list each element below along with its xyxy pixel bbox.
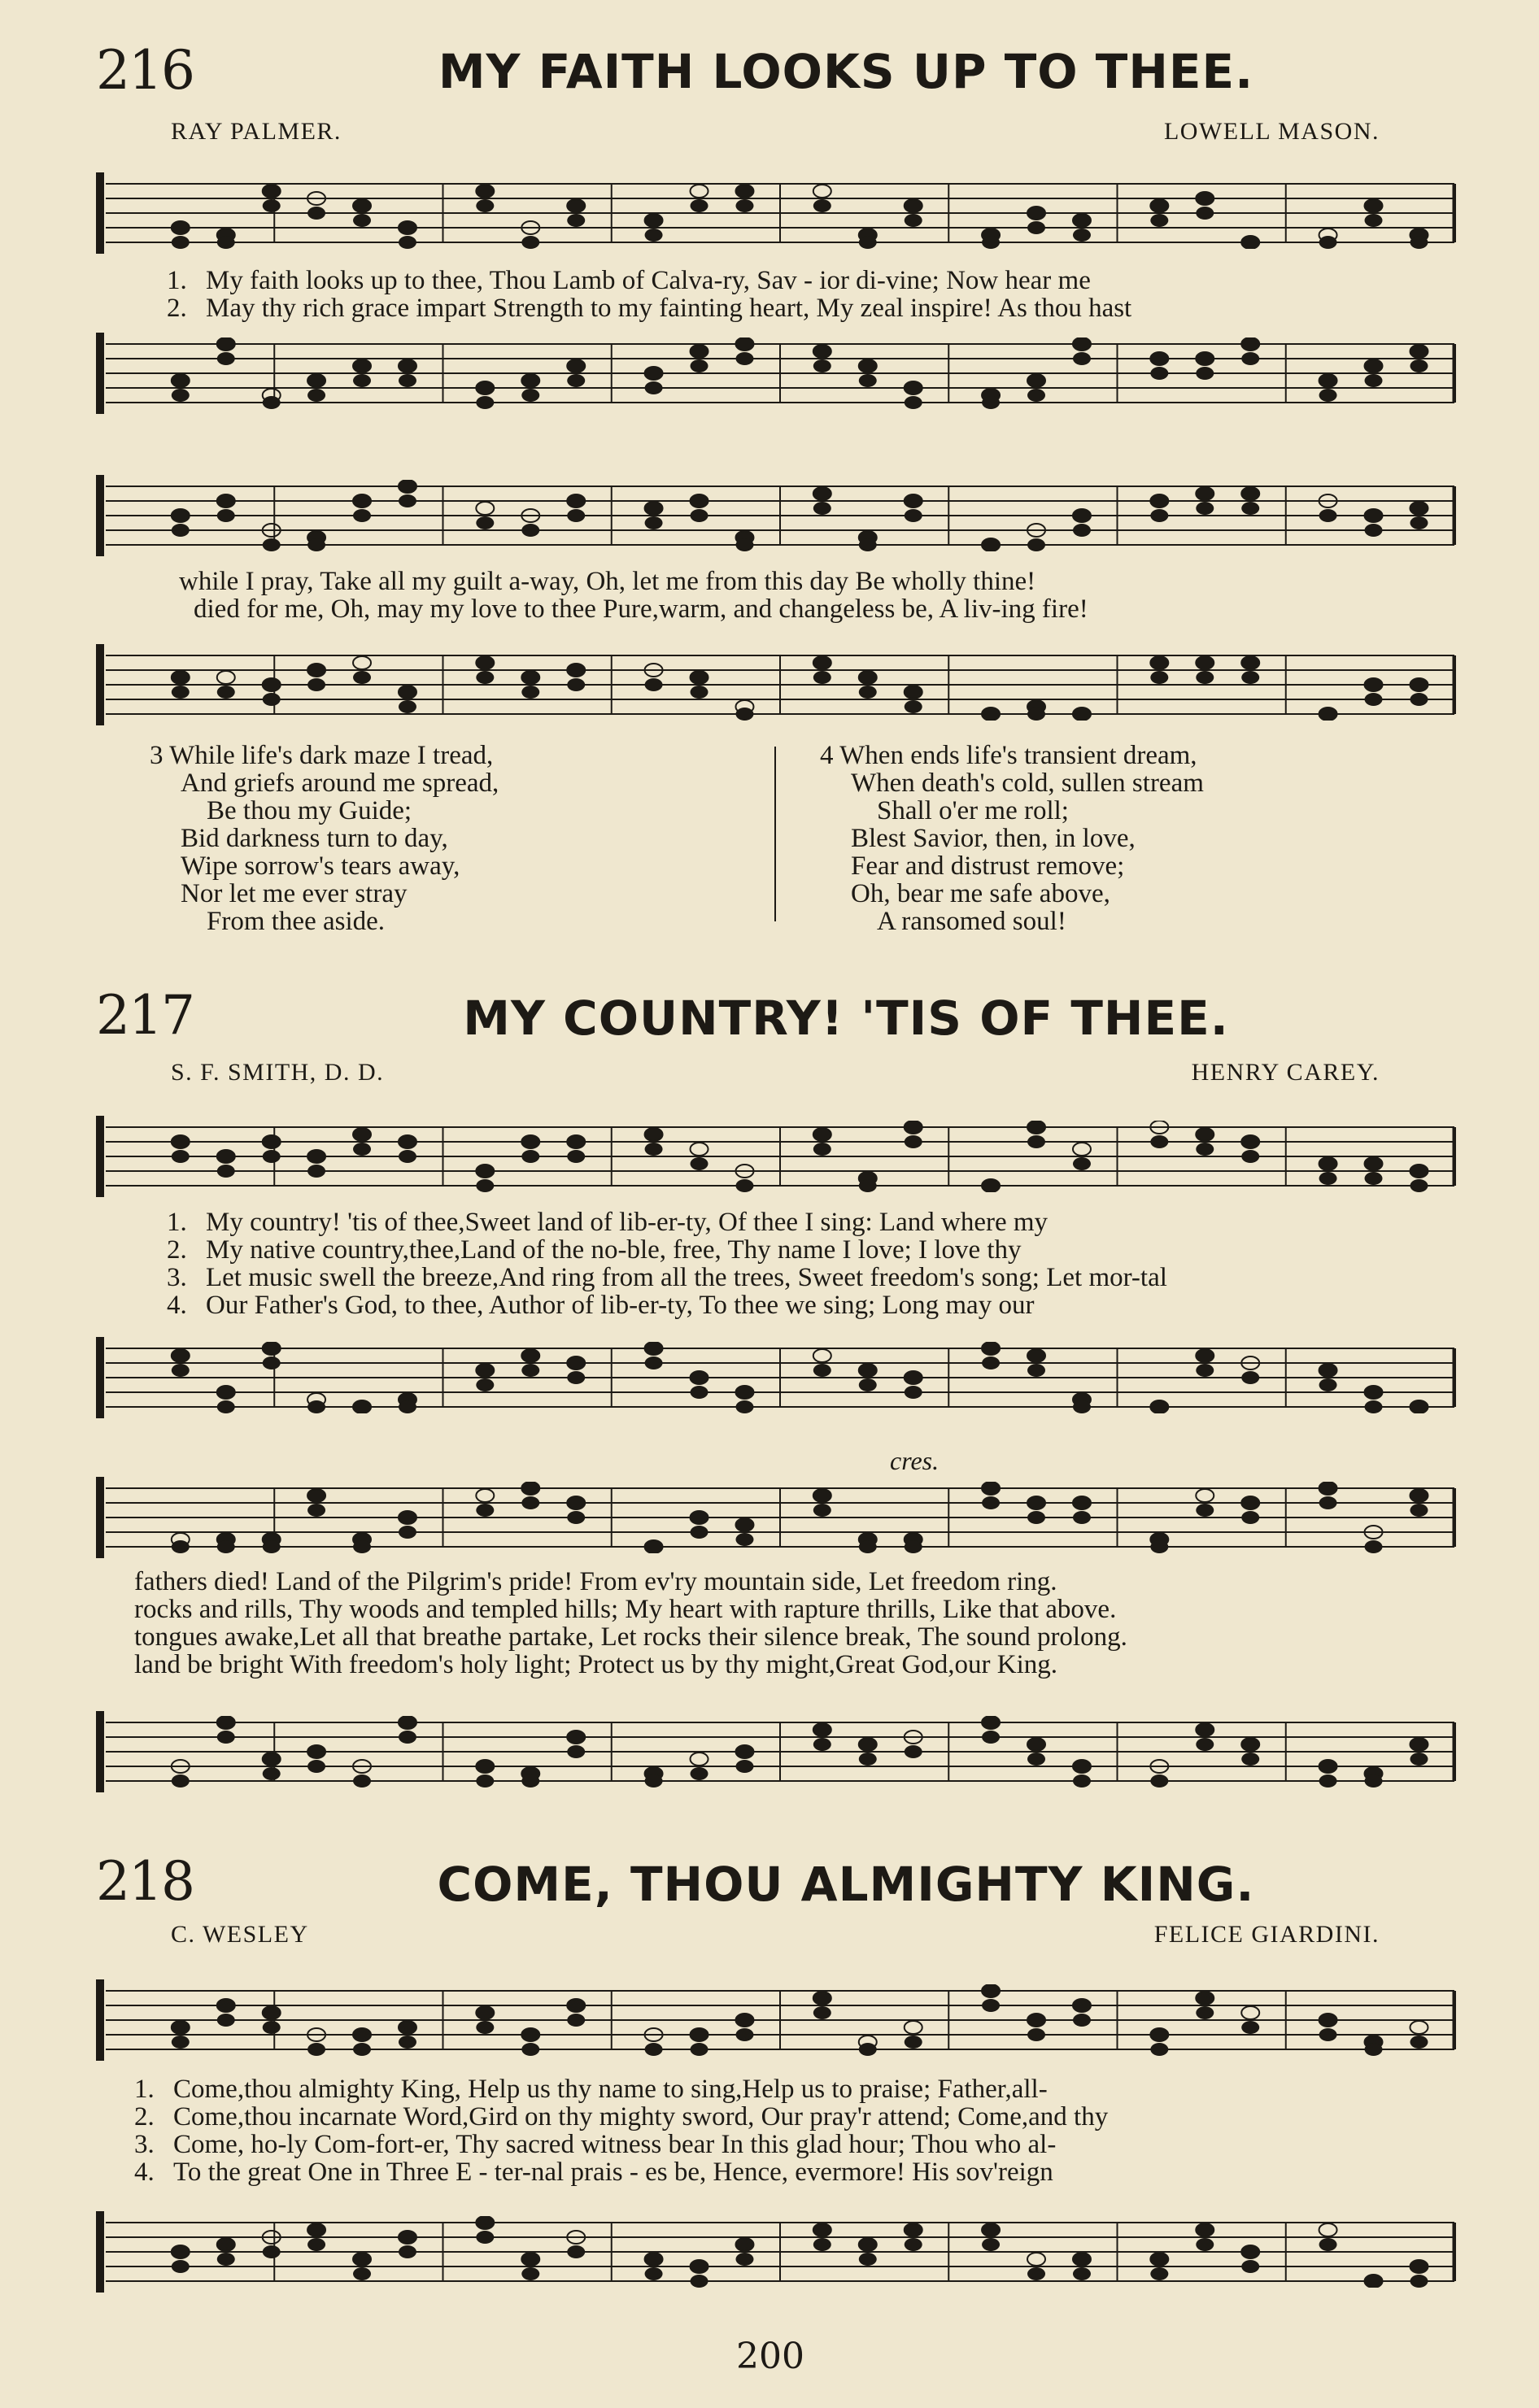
lyric-line: died for me, Oh, may my love to thee Pure,warm, and changeless be, A liv-ing fire! bbox=[194, 594, 1088, 624]
staff-lines bbox=[96, 1984, 1456, 2056]
lyric-line: 1. My faith looks up to thee, Thou Lamb of Calva-ry, Sav - ior di-vine; Now hear me bbox=[167, 266, 1091, 295]
bass-staff bbox=[96, 1716, 1456, 1787]
bass-staff bbox=[96, 337, 1456, 409]
staff-lines bbox=[96, 177, 1456, 249]
hymn-author: RAY PALMER. bbox=[171, 118, 342, 145]
stanza-3: 3 While life's dark maze I tread, And griefs around me spread, Be thou my Guide; Bid darkness turn to day, Wipe sorrow's tears away, Nor let me ever stray From thee aside. bbox=[150, 741, 499, 936]
hymn-composer: HENRY CAREY. bbox=[1191, 1059, 1380, 1086]
hymn-composer: FELICE GIARDINI. bbox=[1153, 1921, 1380, 1948]
hymn-number: 217 bbox=[96, 984, 194, 1047]
staff-lines bbox=[96, 1342, 1456, 1413]
lyric-line: 4. To the great One in Three E - ter-nal prais - es be, Hence, evermore! His sov'reign bbox=[134, 2158, 1053, 2187]
lyric-line: 1. Come,thou almighty King, Help us thy name to sing,Help us to praise; Father,all- bbox=[134, 2075, 1048, 2104]
hymn-author: C. WESLEY bbox=[171, 1921, 309, 1948]
bass-staff bbox=[96, 2216, 1456, 2288]
bass-staff bbox=[96, 1342, 1456, 1413]
hymn-title: MY FAITH LOOKS UP TO THEE. bbox=[438, 44, 1254, 99]
hymn-title: COME, THOU ALMIGHTY KING. bbox=[437, 1857, 1255, 1912]
page-number: 200 bbox=[736, 2336, 804, 2377]
lyric-line: 2. Come,thou incarnate Word,Gird on thy mighty sword, Our pray'r attend; Come,and thy bbox=[134, 2102, 1109, 2131]
hymn-title: MY COUNTRY! 'TIS OF THEE. bbox=[463, 991, 1229, 1046]
dynamic-marking: cres. bbox=[890, 1446, 940, 1475]
lyric-line: 1. My country! 'tis of thee,Sweet land of lib-er-ty, Of thee I sing: Land where my bbox=[167, 1208, 1049, 1237]
hymn-number: 218 bbox=[96, 1850, 194, 1913]
hymn-author: S. F. SMITH, D. D. bbox=[171, 1059, 385, 1086]
staff-lines bbox=[96, 2216, 1456, 2288]
hymn-composer: LOWELL MASON. bbox=[1163, 118, 1380, 145]
lyric-line: 2. May thy rich grace impart Strength to my fainting heart, My zeal inspire! As thou hast bbox=[167, 294, 1132, 323]
lyric-line: rocks and rills, Thy woods and templed hills; My heart with rapture thrills, Like that above. bbox=[134, 1595, 1117, 1624]
lyric-line: while I pray, Take all my guilt a-way, Oh, let me from this day Be wholly thine! bbox=[179, 567, 1036, 596]
staff-lines bbox=[96, 1121, 1456, 1192]
bass-staff bbox=[96, 649, 1456, 721]
treble-staff bbox=[96, 480, 1456, 551]
lyric-line: land be bright With freedom's holy light; Protect us by thy might,Great God,our King. bbox=[134, 1650, 1058, 1679]
staff-lines bbox=[96, 480, 1456, 551]
lyric-line: 4. Our Father's God, to thee, Author of lib-er-ty, To thee we sing; Long may our bbox=[167, 1291, 1035, 1320]
treble-staff bbox=[96, 1121, 1456, 1192]
staff-lines bbox=[96, 337, 1456, 409]
hymn-number: 216 bbox=[96, 39, 194, 102]
stanza-4: 4 When ends life's transient dream, When death's cold, sullen stream Shall o'er me roll; Blest Savior, then, in love, Fear and distrust remove; Oh, bear me safe above, A ransomed soul! bbox=[820, 741, 1204, 936]
treble-staff bbox=[96, 177, 1456, 249]
stanza-divider bbox=[774, 747, 776, 921]
staff-lines bbox=[96, 649, 1456, 721]
treble-staff bbox=[96, 1984, 1456, 2056]
lyric-line: 2. My native country,thee,Land of the no-ble, free, Thy name I love; I love thy bbox=[167, 1235, 1022, 1265]
lyric-line: tongues awake,Let all that breathe partake, Let rocks their silence break, The sound prolong. bbox=[134, 1622, 1127, 1652]
staff-lines bbox=[96, 1716, 1456, 1787]
lyric-line: fathers died! Land of the Pilgrim's pride! From ev'ry mountain side, Let freedom ring. bbox=[134, 1567, 1057, 1596]
treble-staff bbox=[96, 1482, 1456, 1553]
lyric-line: 3. Let music swell the breeze,And ring from all the trees, Sweet freedom's song; Let mor-tal bbox=[167, 1263, 1167, 1292]
lyric-line: 3. Come, ho-ly Com-fort-er, Thy sacred witness bear In this glad hour; Thou who al- bbox=[134, 2130, 1057, 2159]
staff-lines bbox=[96, 1482, 1456, 1553]
